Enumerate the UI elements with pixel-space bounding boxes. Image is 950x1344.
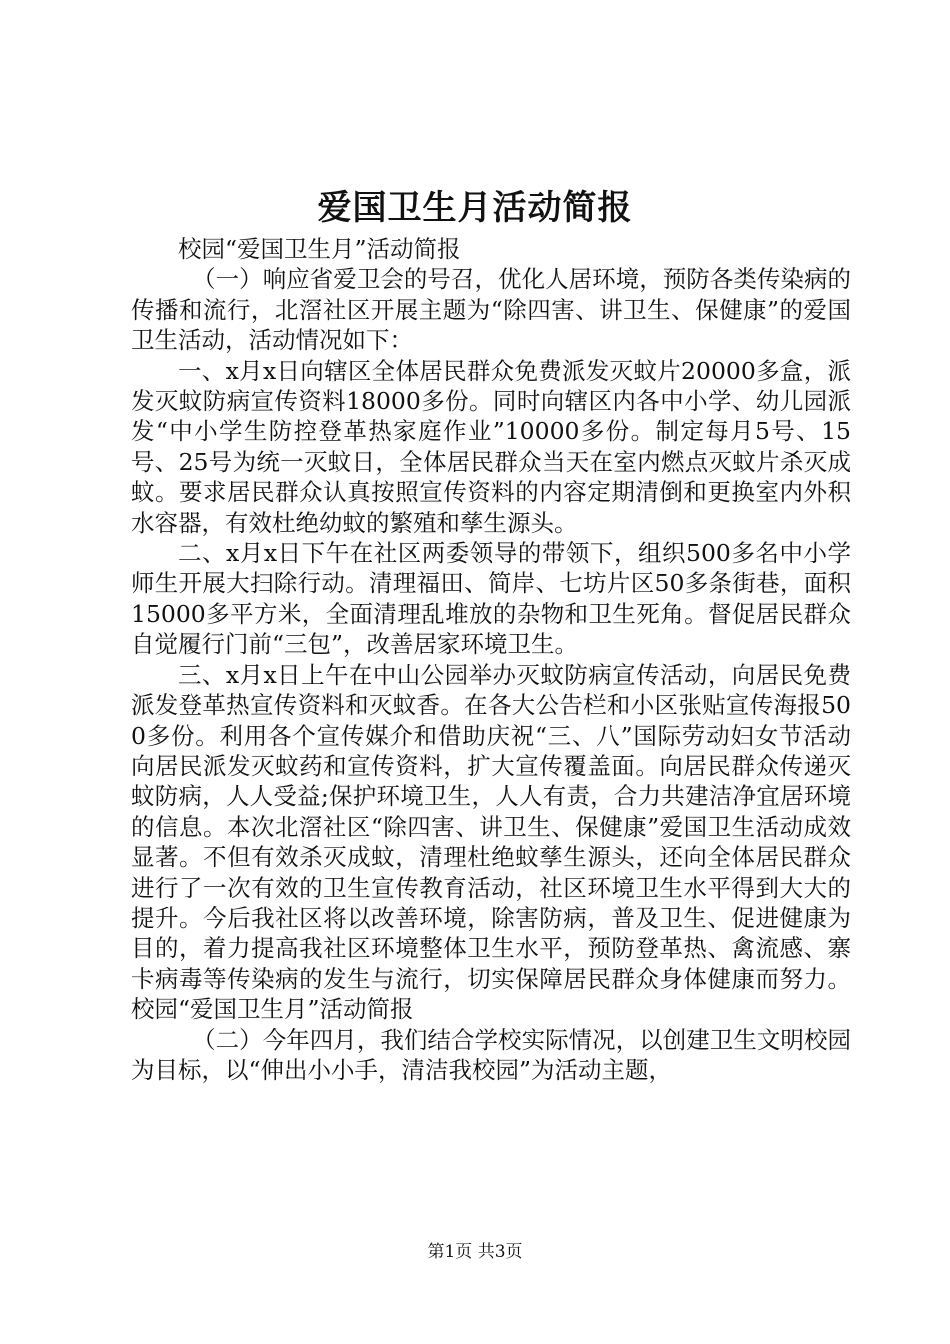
paragraph-section-2: （二）今年四月，我们结合学校实际情况，以创建卫生文明校园为目标，以“伸出小小手，清洁我校园”为活动主题， <box>131 1025 851 1084</box>
paragraph-intro: （一）响应省爱卫会的号召，优化人居环境，预防各类传染病的传播和流行，北滘社区开展主题为“除四害、讲卫生、保健康”的爱国卫生活动，活动情况如下： <box>131 265 851 355</box>
paragraph-item-3: 三、x月x日上午在中山公园举办灭蚊防病宣传活动，向居民免费派发登革热宣传资料和灭蚊香。在各大公告栏和小区张贴宣传海报500多份。利用各个宣传媒介和借助庆祝“三、八”国际劳动妇女节活动向居民派发灭蚊药和宣传资料，扩大宣传覆盖面。向居民群众传递灭蚊防病，人人受益;保护环境卫生，人人有责，合力共建洁净宜居环境的信息。本次北滘社区“除四害、讲卫生、保健康”爱国卫生活动成效显著。不但有效杀灭成蚊，清理杜绝蚊孳生源头，还向全体居民群众进行了一次有效的卫生宣传教育活动，社区环境卫生水平得到大大的提升。今后我社区将以改善环境，除害防病，普及卫生、促进健康为目的，着力提高我社区环境整体卫生水平，预防登革热、禽流感、寨卡病毒等传染病的发生与流行，切实保障居民群众身体健康而努力。校园“爱国卫生月”活动简报 <box>131 660 851 1024</box>
subtitle-paragraph: 校园“爱国卫生月”活动简报 <box>178 235 461 263</box>
page-number-footer: 第1页 共3页 <box>427 1242 523 1262</box>
document-title: 爱国卫生月活动简报 <box>317 188 633 228</box>
paragraph-item-2: 二、x月x日下午在社区两委领导的带领下，组织500多名中小学师生开展大扫除行动。清理福田、简岸、七坊片区50多条街巷，面积15000多平方米，全面清理乱堆放的杂物和卫生死角。督促居民群众自觉履行门前“三包”，改善居家环境卫生。 <box>131 539 851 659</box>
document-body <box>131 234 851 1085</box>
paragraph-item-1: 一、x月x日向辖区全体居民群众免费派发灭蚊片20000多盒，派发灭蚊防病宣传资料18000多份。同时向辖区内各中小学、幼儿园派发“中小学生防控登革热家庭作业”10000多份。制定每月5号、15号、25号为统一灭蚊日，全体居民群众当天在室内燃点灭蚊片杀灭成蚊。要求居民群众认真按照宣传资料的内容定期清倒和更换室内外积水容器，有效杜绝幼蚊的繁殖和孳生源头。 <box>131 356 851 537</box>
